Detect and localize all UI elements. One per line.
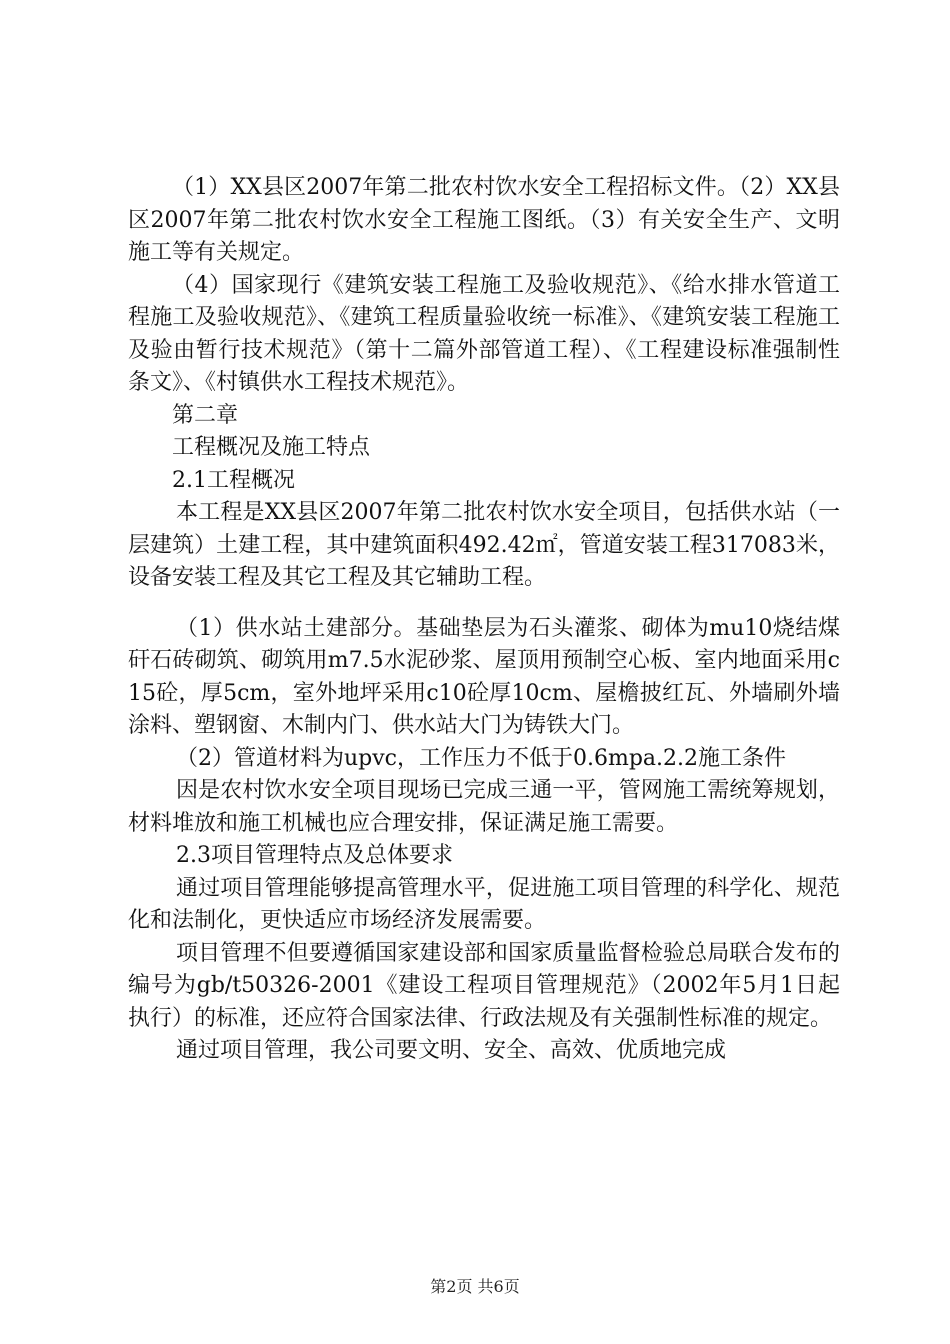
paragraph-civil-works: （1）供水站土建部分。基础垫层为石头灌浆、砌体为mu10烧结煤矸石砖砌筑、砌筑用m7.5水泥砂浆、屋顶用预制空心板、室内地面采用c15砼，厚5cm，室外地坪采用c10砼厚10cm、屋檐披红瓦、外墙刷外墙涂料、塑钢窗、木制内门、供水站大门为铸铁大门。 <box>128 615 840 738</box>
chapter-title: 工程概况及施工特点 <box>172 435 371 460</box>
section-heading-2-1: 2.1工程概况 <box>172 467 295 493</box>
chapter-number: 第二章 <box>172 402 239 428</box>
paragraph-management-standards: 项目管理不但要遵循国家建设部和国家质量监督检验总局联合发布的编号为gb/t50326-2001《建设工程项目管理规范》（2002年5月1日起执行）的标准，还应符合国家法律、行政法规及有关强制性标准的规定。 <box>128 940 840 1031</box>
paragraph-basis-2: （4）国家现行《建筑安装工程施工及验收规范》、《给水排水管道工程施工及验收规范》、《建筑工程质量验收统一标准》、《建筑安装工程施工及验由暂行技术规范》（第十二篇外部管道工程）、《工程建设标准强制性条文》、《村镇供水工程技术规范》。 <box>128 272 840 395</box>
paragraph-gap <box>128 595 840 613</box>
paragraph-construction-conditions: 因是农村饮水安全项目现场已完成三通一平，管网施工需统筹规划，材料堆放和施工机械也应合理安排，保证满足施工需要。 <box>128 778 840 836</box>
paragraph-management-goal: 通过项目管理，我公司要文明、安全、高效、优质地完成 <box>176 1038 727 1063</box>
paragraph-pipe-material: （2）管道材料为upvc，工作压力不低于0.6mpa.2.2施工条件 <box>176 745 787 771</box>
paragraph-basis-1: （1）XX县区2007年第二批农村饮水安全工程招标文件。（2）XX县区2007年第二批农村饮水安全工程施工图纸。（3）有关安全生产、文明施工等有关规定。 <box>128 175 840 265</box>
page-footer: 第2页 共6页 <box>430 1277 520 1296</box>
section-heading-2-3: 2.3项目管理特点及总体要求 <box>176 843 453 868</box>
paragraph-management-purpose: 通过项目管理能够提高管理水平，促进施工项目管理的科学化、规范化和法制化，更快适应市场经济发展需要。 <box>128 875 840 933</box>
document-body <box>128 172 840 1068</box>
paragraph-project-overview: 本工程是XX县区2007年第二批农村饮水安全项目，包括供水站（一层建筑）土建工程，其中建筑面积492.42㎡，管道安装工程317083米，设备安装工程及其它工程及其它辅助工程。 <box>128 500 840 590</box>
